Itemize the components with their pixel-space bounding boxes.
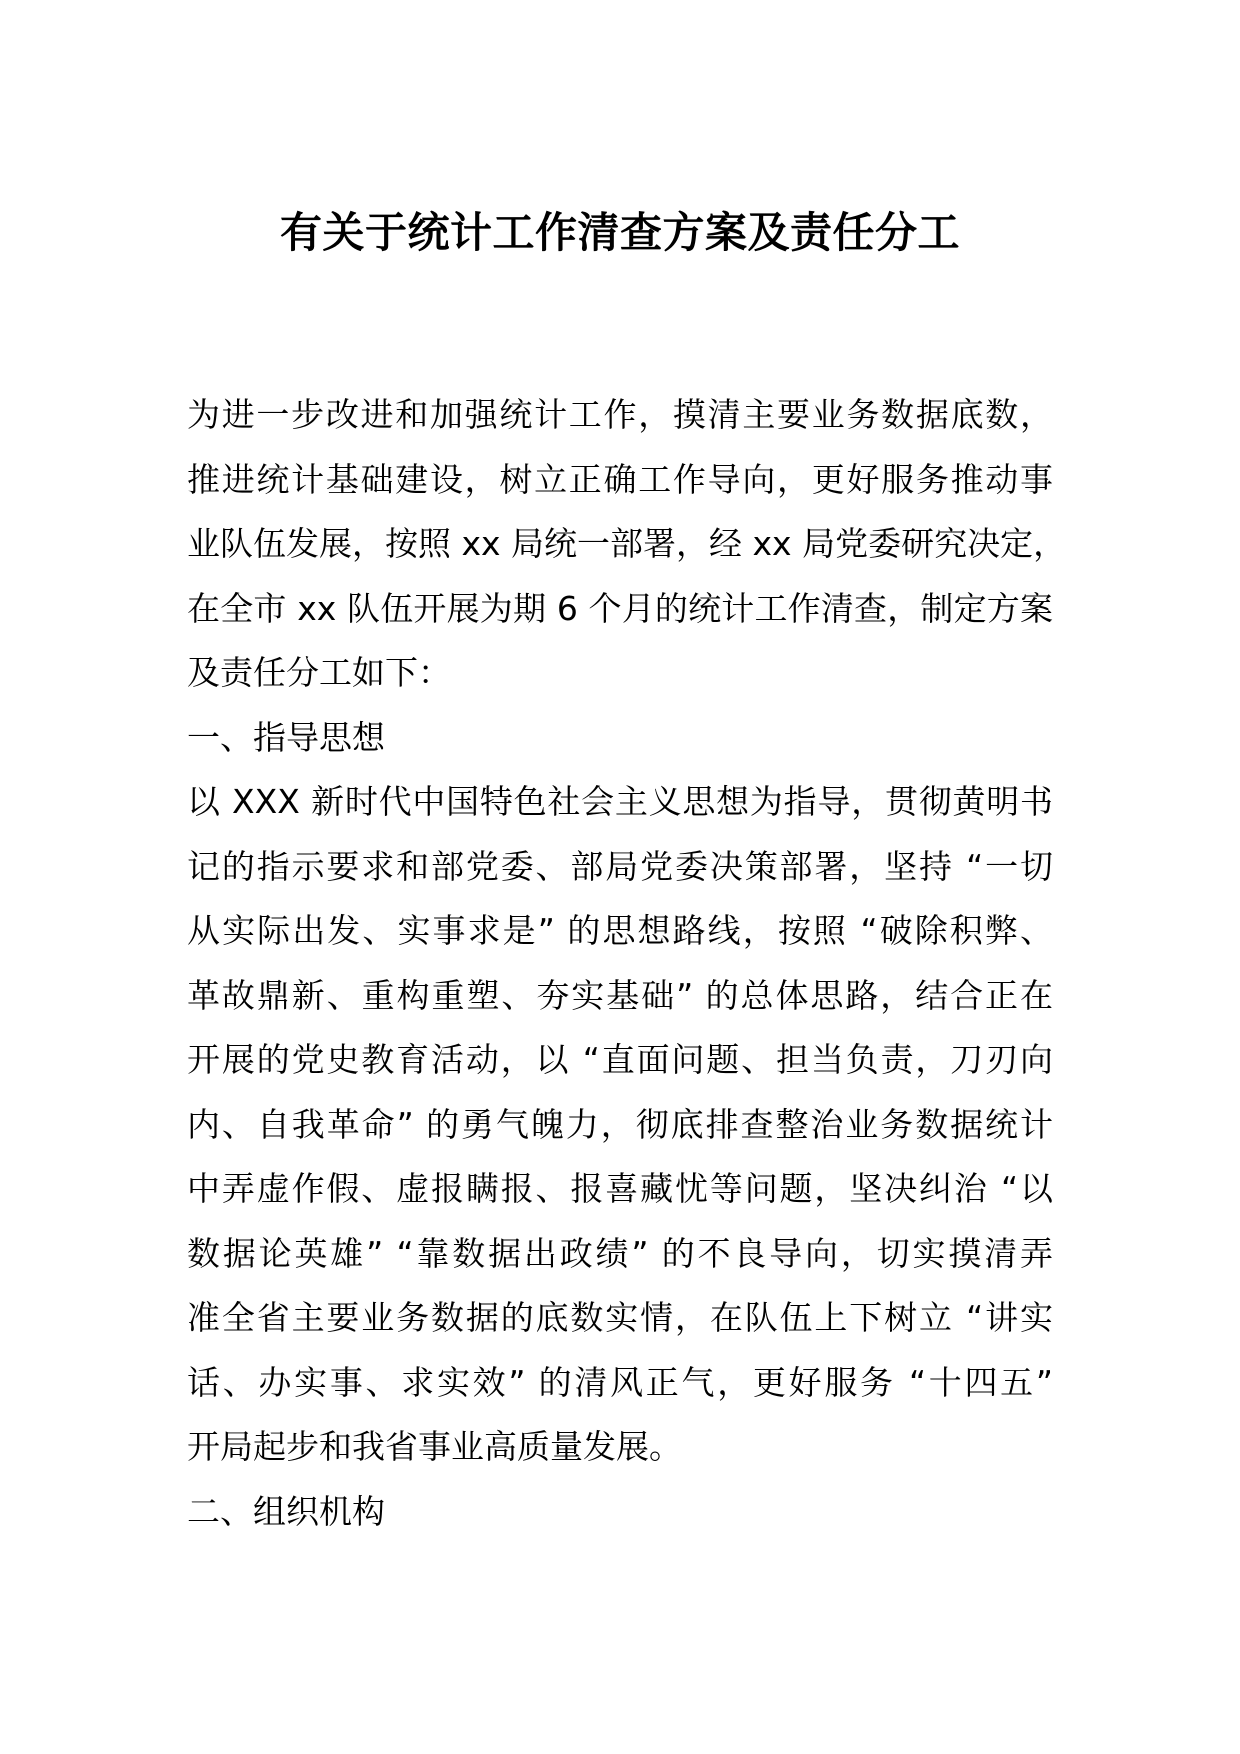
paragraph-line: 准全省主要业务数据的底数实情，在队伍上下树立 “讲实 [187,1298,1053,1337]
paragraph-line: 数据论英雄” “靠数据出政绩” 的不良导向，切实摸清弄 [187,1233,1053,1273]
paragraph-line: 及责任分工如下： [187,653,451,692]
paragraph-line: 开展的党史教育活动，以 “直面问题、担当负责，刀刃向 [187,1040,1053,1079]
section-heading: 一、指导思想 [187,717,385,757]
paragraph-line: 开局起步和我省事业高质量发展。 [187,1427,682,1466]
paragraph-line: 以 XXX 新时代中国特色社会主义思想为指导，贯彻黄明书 [187,782,1053,821]
paragraph-line: 为进一步改进和加强统计工作，摸清主要业务数据底数， [187,395,1053,434]
paragraph-line: 话、办实事、求实效” 的清风正气，更好服务 “十四五” [187,1362,1053,1402]
paragraph-line: 在全市 xx 队伍开展为期 6 个月的统计工作清查，制定方案 [187,588,1053,628]
paragraph-line: 内、自我革命” 的勇气魄力，彻底排查整治业务数据统计 [187,1104,1053,1144]
document-title: 有关于统计工作清查方案及责任分工 [279,208,960,257]
paragraph-line: 业队伍发展，按照 xx 局统一部署，经 xx 局党委研究决定， [187,524,1067,563]
section-heading: 二、组织机构 [187,1491,385,1531]
paragraph-line: 革故鼎新、重构重塑、夯实基础” 的总体思路，结合正在 [187,975,1053,1015]
document-body [187,383,1067,1544]
paragraph-line: 从实际出发、实事求是” 的思想路线，按照 “破除积弊、 [187,911,1053,950]
paragraph-line: 推进统计基础建设，树立正确工作导向，更好服务推动事 [187,459,1053,499]
paragraph-line: 中弄虚作假、虚报瞒报、报喜藏忧等问题，坚决纠治 “以 [187,1169,1053,1208]
paragraph-line: 记的指示要求和部党委、部局党委决策部署，坚持 “一切 [187,846,1053,886]
